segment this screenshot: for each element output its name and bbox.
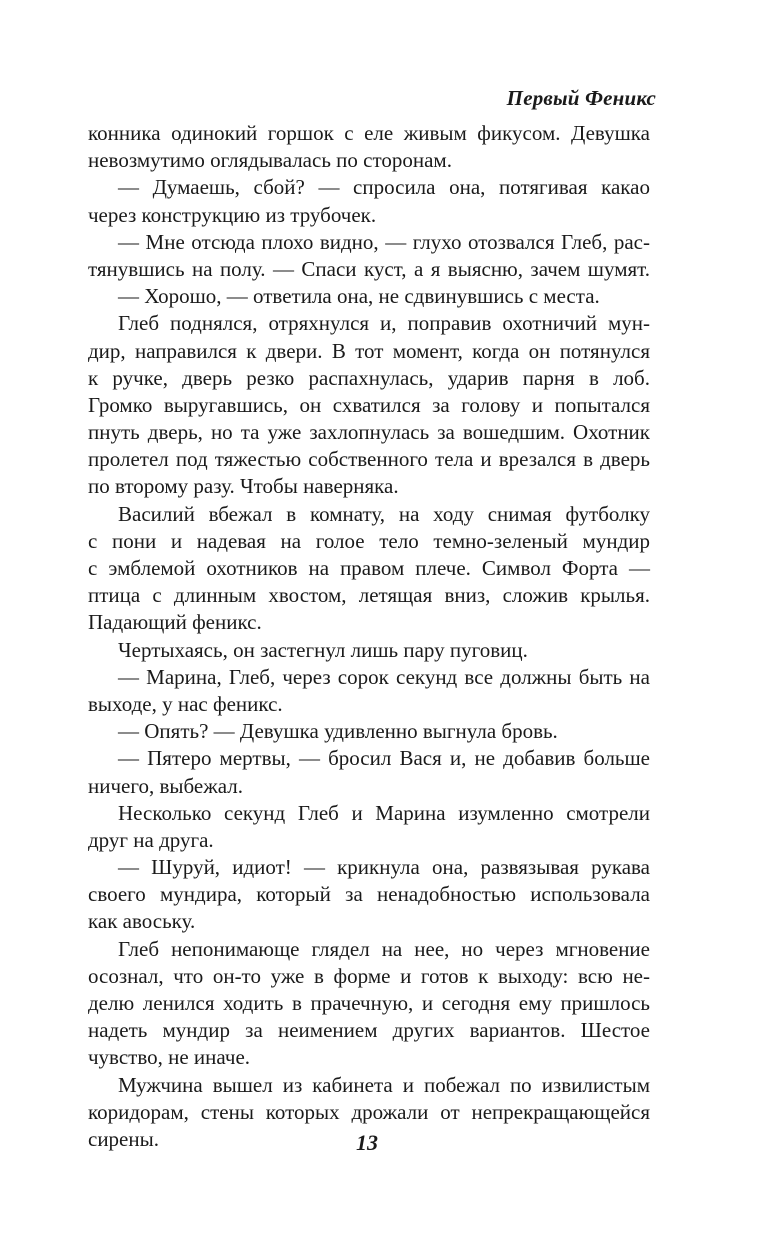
text-line: Чертыхаясь, он застегнул лишь пару пуговиц.	[118, 637, 528, 662]
text-line: осознал, что он-то уже в форме и готов к выходу: всю не-	[88, 963, 650, 988]
text-line: своего мундира, который за ненадобностью использовала	[88, 882, 650, 907]
text-line: Глеб непонимающе глядел на нее, но через мгновение	[118, 936, 650, 961]
text-line: — Шуруй, идиот! — крикнула она, развязывая рукава	[118, 855, 650, 880]
text-line: выходе, у нас феникс.	[88, 691, 283, 716]
text-line: Громко выругавшись, он схватился за голову и попытался	[88, 392, 650, 417]
text-line: надеть мундир за неимением других вариантов. Шестое	[88, 1018, 650, 1043]
page-number: 13	[356, 1130, 378, 1155]
text-line: делю ленился ходить в прачечную, и сегодня ему пришлось	[88, 991, 650, 1015]
text-line: чувство, не иначе.	[88, 1045, 251, 1070]
text-line: коридорам, стены которых дрожали от непрекращающейся	[88, 1099, 650, 1124]
text-line: пролетел под тяжестью собственного тела и врезался в дверь	[88, 447, 650, 472]
text-line: Мужчина вышел из кабинета и побежал по извилистым	[118, 1072, 650, 1097]
text-line: тянувшись на полу. — Спаси куст, а я выясню, зачем шумят.	[88, 256, 650, 281]
text-line: конника одинокий горшок с еле живым фикусом. Девушка	[88, 121, 650, 145]
text-line: Василий вбежал в комнату, на ходу снимая футболку	[118, 501, 650, 526]
text-line: Несколько секунд Глеб и Марина изумленно смотрели	[118, 800, 650, 825]
text-line: — Хорошо, — ответила она, не сдвинувшись с места.	[118, 284, 600, 309]
text-line: невозмутимо оглядывалась по сторонам.	[88, 148, 452, 173]
text-line: пнуть дверь, но та уже захлопнулась за вошедшим. Охотник	[88, 420, 650, 445]
text-line: как авоську.	[88, 909, 196, 934]
text-line: по второму разу. Чтобы наверняка.	[88, 474, 399, 499]
text-line: сирены.	[88, 1126, 159, 1151]
body-text	[88, 120, 650, 1153]
text-line: — Пятеро мертвы, — бросил Вася и, не добавив больше	[118, 746, 650, 771]
text-line: Глеб поднялся, отряхнулся и, поправив охотничий мун-	[118, 311, 650, 336]
text-line: с эмблемой охотников на правом плече. Символ Форта —	[88, 556, 650, 580]
text-line: к ручке, дверь резко распахнулась, ударив парня в лоб.	[88, 365, 650, 390]
text-line: — Опять? — Девушка удивленно выгнула бровь.	[118, 719, 558, 744]
text-line: — Марина, Глеб, через сорок секунд все должны быть на	[118, 664, 650, 689]
text-line: друг на друга.	[88, 827, 214, 852]
text-line: ничего, выбежал.	[88, 773, 243, 798]
text-line: птица с длинным хвостом, летящая вниз, сложив крылья.	[88, 583, 650, 608]
running-head: Первый Феникс	[506, 86, 656, 110]
text-line: с пони и надевая на голое тело темно-зеленый мундир	[88, 528, 650, 553]
text-line: — Мне отсюда плохо видно, — глухо отозвался Глеб, рас-	[118, 229, 650, 254]
text-line: через конструкцию из трубочек.	[88, 202, 377, 227]
text-line: Падающий феникс.	[88, 610, 262, 635]
text-line: — Думаешь, сбой? — спросила она, потягивая какао	[118, 175, 650, 200]
text-line: дир, направился к двери. В тот момент, когда он потянулся	[88, 338, 650, 363]
